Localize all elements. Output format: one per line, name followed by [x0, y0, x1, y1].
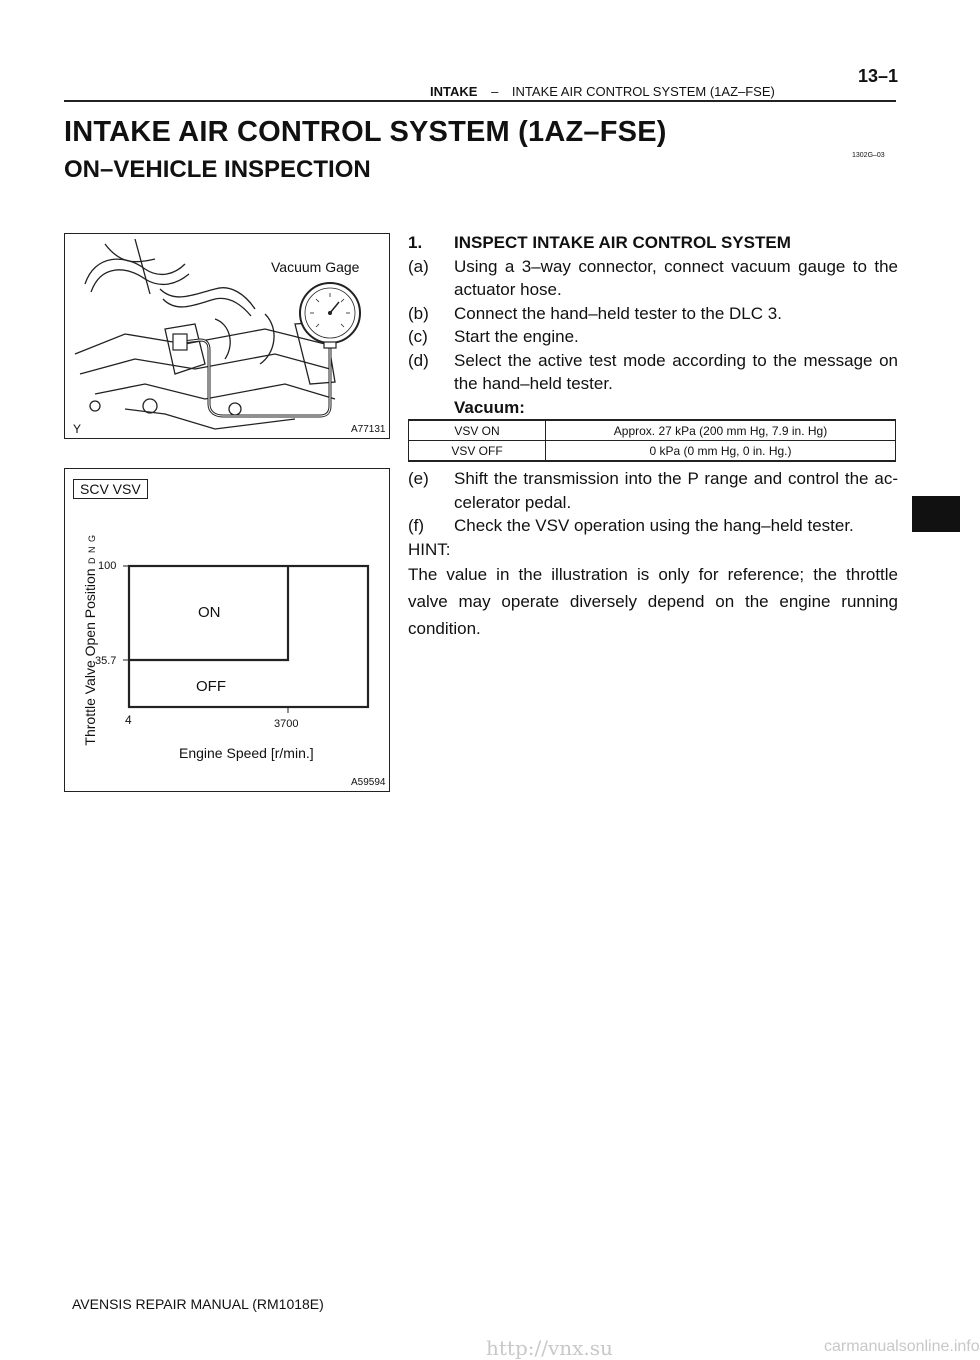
header-rule: [64, 100, 896, 102]
table-cell-condition: VSV ON: [409, 420, 546, 441]
header-subtitle: INTAKE AIR CONTROL SYSTEM (1AZ–FSE): [511, 84, 775, 99]
header-dash: –: [491, 84, 499, 99]
step-text: Select the active test mode according to the message on the hand–held tester.: [454, 350, 898, 393]
footer-manual-id: AVENSIS REPAIR MANUAL (RM1018E): [72, 1296, 324, 1312]
section-title: ON–VEHICLE INSPECTION: [64, 156, 371, 183]
table-cell-condition: VSV OFF: [409, 441, 546, 462]
x-tick-start: 4: [125, 713, 132, 727]
step-text: INSPECT INTAKE AIR CONTROL SYSTEM: [454, 233, 791, 252]
watermark-site: carmanualsonline.info: [824, 1338, 980, 1355]
header-section: INTAKE: [430, 84, 478, 99]
step-text: Connect the hand–held tester to the DLC 3.: [454, 303, 782, 323]
scv-vsv-diagram: [64, 468, 390, 792]
vacuum-spec-table: [408, 419, 896, 462]
y-tick-100: 100: [98, 560, 117, 572]
step-number: (b): [408, 303, 429, 323]
vacuum-label: Vacuum:: [454, 397, 525, 417]
step-text: Shift the transmission into the P range and control the ac-celerator pedal.: [454, 469, 898, 512]
step-c: [408, 325, 898, 349]
hint-label: HINT:: [408, 539, 451, 559]
procedure-steps: [408, 231, 898, 419]
hint-body: [408, 561, 898, 642]
y-axis-letters: D N G: [87, 534, 97, 565]
x-axis-label: Engine Speed [r/min.]: [179, 745, 314, 761]
step-e: [408, 467, 898, 514]
step-text: Using a 3–way connector, connect vacuum gauge to the actuator hose.: [454, 256, 898, 299]
watermark-url: http://vnx.su: [486, 1336, 613, 1360]
figure-id: A59594: [351, 777, 386, 788]
vacuum-heading: [408, 396, 898, 420]
page-title: INTAKE AIR CONTROL SYSTEM (1AZ–FSE): [64, 116, 667, 148]
page-number: 13–1: [858, 66, 899, 86]
running-header: [430, 84, 775, 99]
scv-vsv-box-label: SCV VSV: [73, 479, 148, 499]
procedure-steps-continued: [408, 467, 898, 642]
step-f: [408, 514, 898, 538]
table-row: [409, 420, 896, 441]
section-tab-marker: [912, 496, 960, 532]
step-a: [408, 255, 898, 302]
step-1: [408, 231, 898, 255]
x-tick-3700: 3700: [274, 718, 299, 730]
chart-outer-boundary: [129, 566, 368, 707]
corner-mark: Y: [73, 422, 82, 436]
step-number: (d): [408, 350, 429, 370]
step-b: [408, 302, 898, 326]
throttle-chart: [65, 469, 388, 790]
table-cell-value: Approx. 27 kPa (200 mm Hg, 7.9 in. Hg): [546, 420, 896, 441]
y-axis-label: Throttle Valve Open Position: [82, 568, 98, 746]
step-number: (f): [408, 516, 425, 535]
vacuum-gauge-figure: [64, 233, 390, 439]
step-text: Check the VSV operation using the hang–held tester.: [454, 516, 854, 535]
vacuum-gage-label: Vacuum Gage: [271, 259, 360, 275]
step-number: (a): [408, 256, 429, 276]
region-off-label: OFF: [196, 678, 226, 695]
document-code: 1302G–03: [852, 152, 885, 159]
figure-id: A77131: [351, 424, 386, 435]
step-number: (e): [408, 469, 429, 488]
y-tick-357: 35.7: [95, 655, 117, 667]
hint-text: The value in the illustration is only for reference; the throttle valve may operate diversely depend on the engine running condition.: [408, 565, 898, 638]
hint-heading: [408, 538, 898, 562]
step-d: [408, 349, 898, 396]
step-number: 1.: [408, 233, 423, 252]
table-cell-value: 0 kPa (0 mm Hg, 0 in. Hg.): [546, 441, 896, 462]
step-text: Start the engine.: [454, 327, 579, 346]
region-on-label: ON: [198, 604, 221, 621]
step-number: (c): [408, 327, 428, 346]
table-row: [409, 441, 896, 462]
vacuum-gauge-icon: [300, 283, 360, 348]
